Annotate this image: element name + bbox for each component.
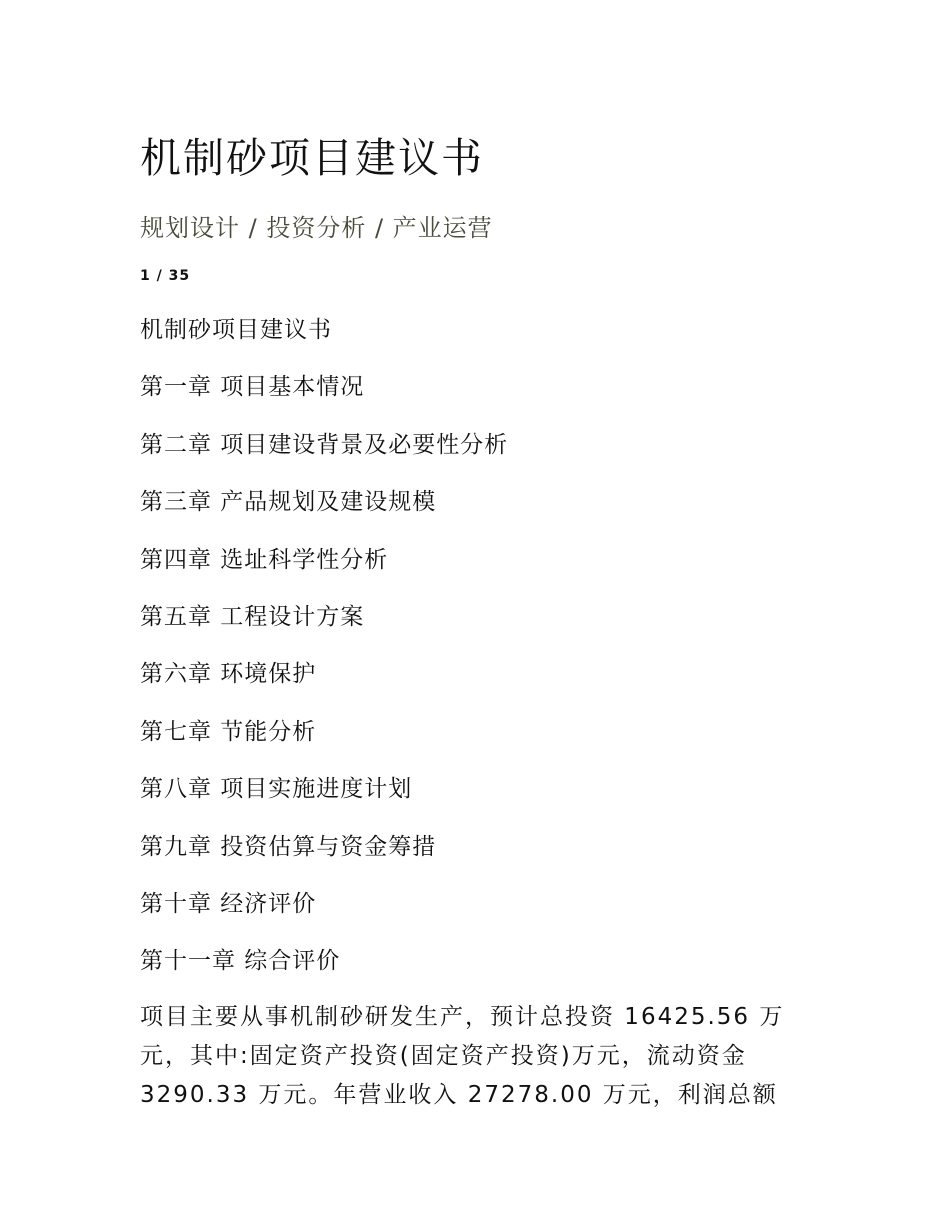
intro-paragraph: 项目主要从事机制砂研发生产，预计总投资 16425.56 万元，其中:固定资产投资(固定资产投资)万元，流动资金 3290.33 万元。年营业收入 27278.00 万元，利润总额 <box>140 1004 785 1108</box>
toc-item: 第二章 项目建设背景及必要性分析 <box>140 431 509 458</box>
page-counter: 1 / 35 <box>140 268 191 284</box>
toc-item: 第八章 项目实施进度计划 <box>140 776 413 803</box>
table-of-contents <box>140 311 508 1000</box>
toc-item: 第十一章 综合评价 <box>140 948 341 975</box>
toc-item: 第九章 投资估算与资金筹措 <box>140 833 437 860</box>
document-title: 机制砂项目建议书 <box>140 134 484 182</box>
toc-item: 第一章 项目基本情况 <box>140 374 365 401</box>
toc-item: 第三章 产品规划及建设规模 <box>140 489 437 516</box>
toc-item: 第七章 节能分析 <box>140 718 317 745</box>
document-page <box>140 0 820 1230</box>
toc-item: 第五章 工程设计方案 <box>140 603 365 630</box>
toc-item: 第四章 选址科学性分析 <box>140 546 389 573</box>
toc-item: 机制砂项目建议书 <box>140 317 332 343</box>
document-subtitle: 规划设计 / 投资分析 / 产业运营 <box>140 214 493 242</box>
toc-item: 第十章 经济评价 <box>140 890 317 917</box>
toc-item: 第六章 环境保护 <box>140 661 317 688</box>
